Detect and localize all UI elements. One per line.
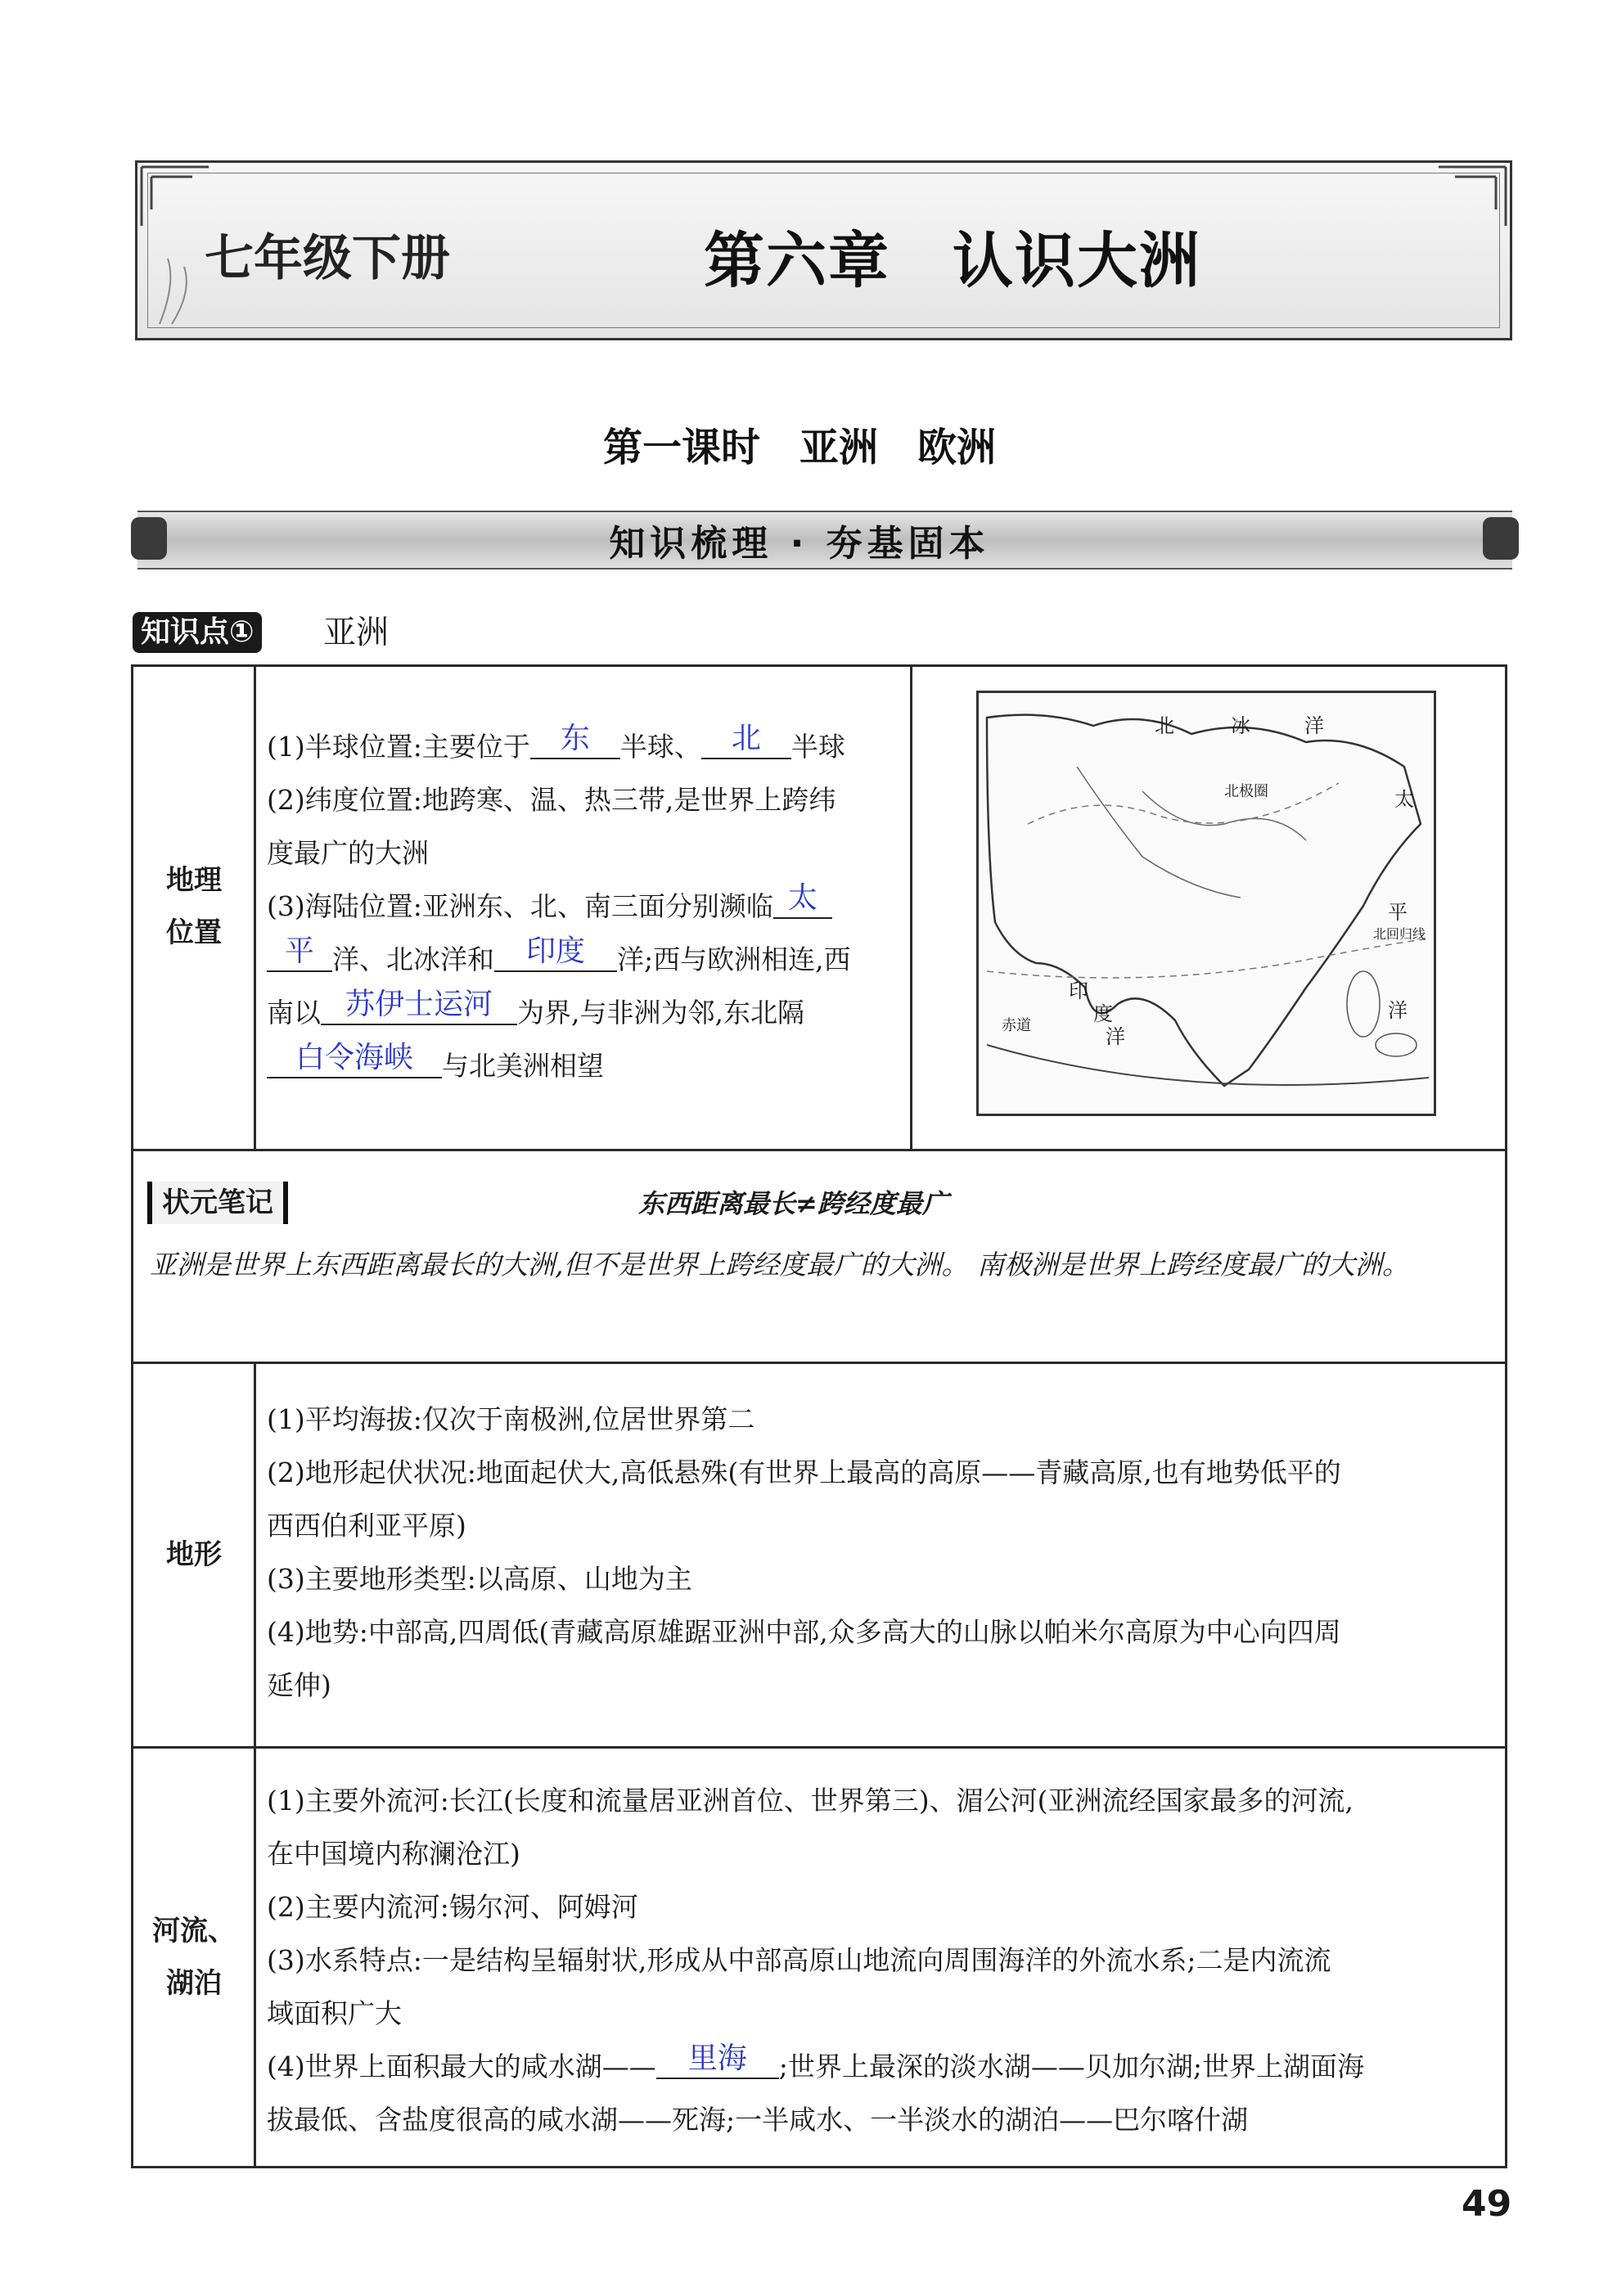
row-head-rivers: 河流、 湖泊 [152, 1915, 236, 2000]
terrain-line-2: (2)地形起伏状况:地面起伏大,高低悬殊(有世界上最高的高原——青藏高原,也有地势低平的 [267, 1456, 1341, 1488]
map-label-tai: 太 [1394, 788, 1414, 811]
row-divider-2 [131, 1362, 1507, 1364]
fill-suez-canal: 苏伊士运河 [321, 986, 517, 1025]
fill-ocean-indian: 印度 [494, 933, 617, 972]
rivers-line-1: (1)主要外流河:长江(长度和流量居亚洲首位、世界第三)、湄公河(亚洲流经国家最多的河流, [267, 1785, 1354, 1817]
map-label-bing: 冰 [1231, 714, 1250, 737]
fill-ocean-pacific-2: 平 [267, 933, 332, 972]
location-line-1: (1)半球位置:主要位于 东 半球、 北 半球 [267, 722, 845, 763]
map-label-du: 度 [1093, 1002, 1113, 1025]
map-label-tropic: 北回归线 [1373, 926, 1426, 942]
fill-hemisphere-north: 北 [701, 720, 791, 759]
col-divider-map [910, 664, 912, 1150]
page-number: 49 [1462, 2183, 1512, 2225]
map-label-ping: 平 [1388, 901, 1408, 924]
fill-bering-strait: 白令海峡 [267, 1039, 442, 1078]
map-label-yin: 印 [1069, 979, 1088, 1002]
location-line-5: 平 洋、北冰洋和 印度 洋;西与欧洲相连,西 [267, 933, 905, 986]
knowledge-point-tag: 知识点① [133, 612, 262, 653]
note-title: 东西距离最长≠跨经度最广 [638, 1188, 948, 1219]
fill-hemisphere-east: 东 [530, 720, 620, 759]
map-label-arctic-circle: 北极圈 [1224, 783, 1268, 800]
map-label-yang-east: 洋 [1388, 999, 1408, 1022]
location-text [267, 720, 905, 1092]
fill-caspian-sea: 里海 [656, 2040, 779, 2079]
rivers-line-2: 在中国境内称澜沧江) [267, 1838, 520, 1870]
rivers-line-5: 域面积广大 [267, 1997, 402, 2029]
rivers-text [267, 1774, 1502, 2146]
terrain-line-1: (1)平均海拔:仅次于南极洲,位居世界第二 [267, 1403, 755, 1435]
row-divider-3 [131, 1746, 1507, 1749]
note-body: 亚洲是世界上东西距离最长的大洲,但不是世界上跨经度最广的大洲。 南极洲是世界上跨经度最广的大洲。 [150, 1249, 1409, 1281]
knowledge-point-name: 亚洲 [323, 614, 389, 651]
grade-label: 七年级下册 [205, 230, 450, 287]
map-label-bei: 北 [1155, 714, 1174, 737]
location-line-7: 白令海峡 与北美洲相望 [267, 1039, 905, 1092]
row-head-terrain: 地形 [166, 1538, 222, 1571]
note-tag: 状元笔记 [147, 1182, 288, 1224]
map-label-yang-south: 洋 [1106, 1025, 1125, 1048]
asia-map [976, 691, 1436, 1116]
terrain-text [267, 1393, 1502, 1712]
terrain-line-5: (4)地势:中部高,四周低(青藏高原雄踞亚洲中部,众多高大的山脉以帕米尔高原为中心向四周 [267, 1616, 1341, 1648]
row-divider-1 [131, 1149, 1507, 1151]
terrain-line-3: 西西伯利亚平原) [267, 1510, 466, 1542]
section-title: 知识梳理 · 夯基固本 [609, 523, 990, 565]
rivers-line-3: (2)主要内流河:锡尔河、阿姆河 [267, 1891, 638, 1923]
location-line-3: 度最广的大洲 [267, 837, 429, 869]
location-line-6: 南以 苏伊士运河 为界,与非洲为邻,东北隔 [267, 988, 804, 1029]
asia-outline-icon [979, 693, 1434, 1114]
fill-ocean-pacific-1: 太 [773, 880, 832, 919]
terrain-line-6: 延伸) [267, 1669, 331, 1701]
terrain-line-4: (3)主要地形类型:以高原、山地为主 [267, 1563, 692, 1595]
lesson-title: 第一课时 亚洲 欧洲 [602, 425, 996, 470]
banner-ornament-right-icon [1414, 160, 1512, 259]
rivers-line-6: (4)世界上面积最大的咸水湖—— 里海 ;世界上最深的淡水湖——贝加尔湖;世界上湖面海 [267, 2042, 1364, 2082]
map-label-yang-north: 洋 [1304, 714, 1324, 737]
location-line-4: (3)海陆位置:亚洲东、北、南三面分别濒临 太 [267, 880, 905, 933]
row-head-location: 地理 位置 [166, 864, 222, 949]
rivers-line-4: (3)水系特点:一是结构呈辐射状,形成从中部高原山地流向周围海洋的外流水系;二是内流流 [267, 1944, 1331, 1976]
map-label-equator: 赤道 [1002, 1017, 1031, 1034]
location-line-2: (2)纬度位置:地跨寒、温、热三带,是世界上跨纬 [267, 784, 836, 816]
rivers-line-7: 拔最低、含盐度很高的咸水湖——死海;一半咸水、一半淡水的湖泊——巴尔喀什湖 [267, 2104, 1249, 2136]
chapter-title: 第六章 认识大洲 [704, 226, 1201, 296]
col-divider-rows34 [254, 1362, 256, 2168]
